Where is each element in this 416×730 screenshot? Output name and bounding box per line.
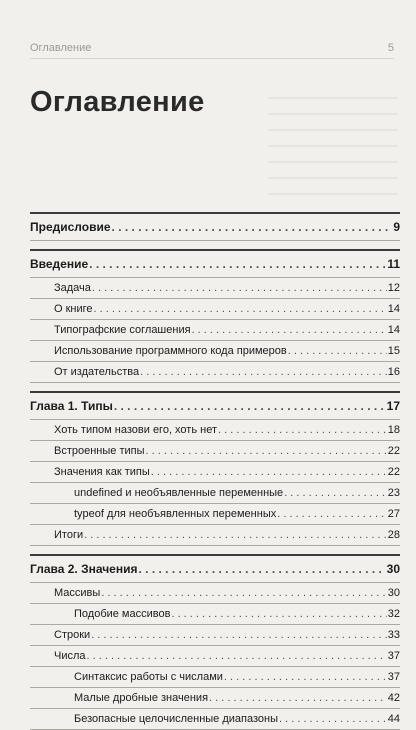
toc-chapter [30,249,400,383]
toc-entry [30,646,400,667]
toc-entry-page: 28 [387,529,400,541]
toc-entry-page: 23 [387,487,400,499]
dot-leader [284,486,387,500]
dot-leader [277,507,387,521]
toc-entry-page: 12 [387,282,400,294]
toc-entry-label: Типографские соглашения [54,324,191,336]
toc-entry-label: Малые дробные значения [74,692,209,704]
toc-entry-label: Введение [30,257,89,271]
dot-leader [92,281,387,295]
toc-entry [30,441,400,462]
dot-leader [112,220,393,234]
dot-leader [140,365,387,379]
toc-chapter [30,391,400,546]
running-header-page: 5 [387,42,394,54]
toc-entry-label: Встроенные типы [54,445,145,457]
toc-entry-page: 16 [387,366,400,378]
dot-leader [84,528,387,542]
running-header [30,42,394,59]
dot-leader [171,607,386,621]
dot-leader [146,444,387,458]
dot-leader [114,399,386,413]
dot-leader [279,712,387,726]
dot-leader [209,691,387,705]
toc-chapter-heading [30,393,400,420]
toc-entry-page: 11 [387,257,400,271]
toc-entry [30,341,400,362]
toc-entry-page: 44 [387,713,400,725]
toc-entry [30,604,400,625]
toc-entry-page: 37 [387,671,400,683]
show-through-lines-svg [268,92,398,212]
toc-entry-label: Подобие массивов [74,608,171,620]
toc-chapter [30,554,400,730]
toc-entry-page: 17 [386,399,400,413]
toc-entry-label: Безопасные целочисленные диапазоны [74,713,278,725]
toc-entry [30,462,400,483]
toc-entry-page: 22 [387,466,400,478]
toc-entry-label: undefined и необъявленные переменные [74,487,284,499]
toc-entry-page: 27 [387,508,400,520]
dot-leader [87,649,387,663]
toc-entry-label: Итоги [54,529,84,541]
toc-entry-label: Массивы [54,587,101,599]
show-through-lines [268,92,398,212]
toc-entry [30,299,400,320]
toc-chapter-heading [30,251,400,278]
toc-entry [30,278,400,299]
toc-entry [30,709,400,730]
toc-entry-page: 32 [387,608,400,620]
toc-entry-page: 33 [387,629,400,641]
toc-entry-page: 30 [386,562,400,576]
dot-leader [288,344,387,358]
dot-leader [151,465,387,479]
toc-entry [30,583,400,604]
toc-entry-page: 9 [393,220,400,234]
toc-entry [30,625,400,646]
toc-entry-page: 37 [387,650,400,662]
toc-entry-label: Хоть типом назови его, хоть нет [54,424,218,436]
toc-entry-page: 30 [387,587,400,599]
toc-entry [30,525,400,546]
dot-leader [91,628,387,642]
toc-entry-label: Числа [54,650,86,662]
toc-entry-page: 18 [387,424,400,436]
dot-leader [94,302,387,316]
toc-entry-label: Строки [54,629,91,641]
dot-leader [138,562,385,576]
toc-chapter [30,212,400,241]
toc-entry-page: 14 [387,303,400,315]
dot-leader [224,670,387,684]
toc-entry-label: От издательства [54,366,140,378]
toc-entry-label: Предисловие [30,220,111,234]
toc-entry [30,688,400,709]
toc-entry [30,362,400,383]
dot-leader [101,586,386,600]
toc-entry-label: Синтаксис работы с числами [74,671,223,683]
toc-entry-label: Глава 1. Типы [30,399,113,413]
toc-entry-label: Задача [54,282,91,294]
toc-entry-label: Глава 2. Значения [30,562,138,576]
toc-chapter-heading [30,556,400,583]
toc-entry [30,504,400,525]
dot-leader [89,257,386,271]
toc-entry-page: 14 [387,324,400,336]
toc-entry [30,667,400,688]
running-header-title: Оглавление [30,42,92,54]
dot-leader [218,423,387,437]
dot-leader [192,323,387,337]
toc-entry-label: О книге [54,303,93,315]
table-of-contents [30,212,400,730]
toc-entry-page: 22 [387,445,400,457]
page-title: Оглавление [30,86,205,118]
toc-chapter-heading [30,214,400,241]
toc-entry [30,483,400,504]
toc-entry-label: Использование программного кода примеров [54,345,287,357]
toc-entry-label: typeof для необъявленных переменных [74,508,277,520]
toc-entry-label: Значения как типы [54,466,150,478]
toc-entry-page: 15 [387,345,400,357]
toc-entry-page: 42 [387,692,400,704]
toc-entry [30,420,400,441]
toc-entry [30,320,400,341]
